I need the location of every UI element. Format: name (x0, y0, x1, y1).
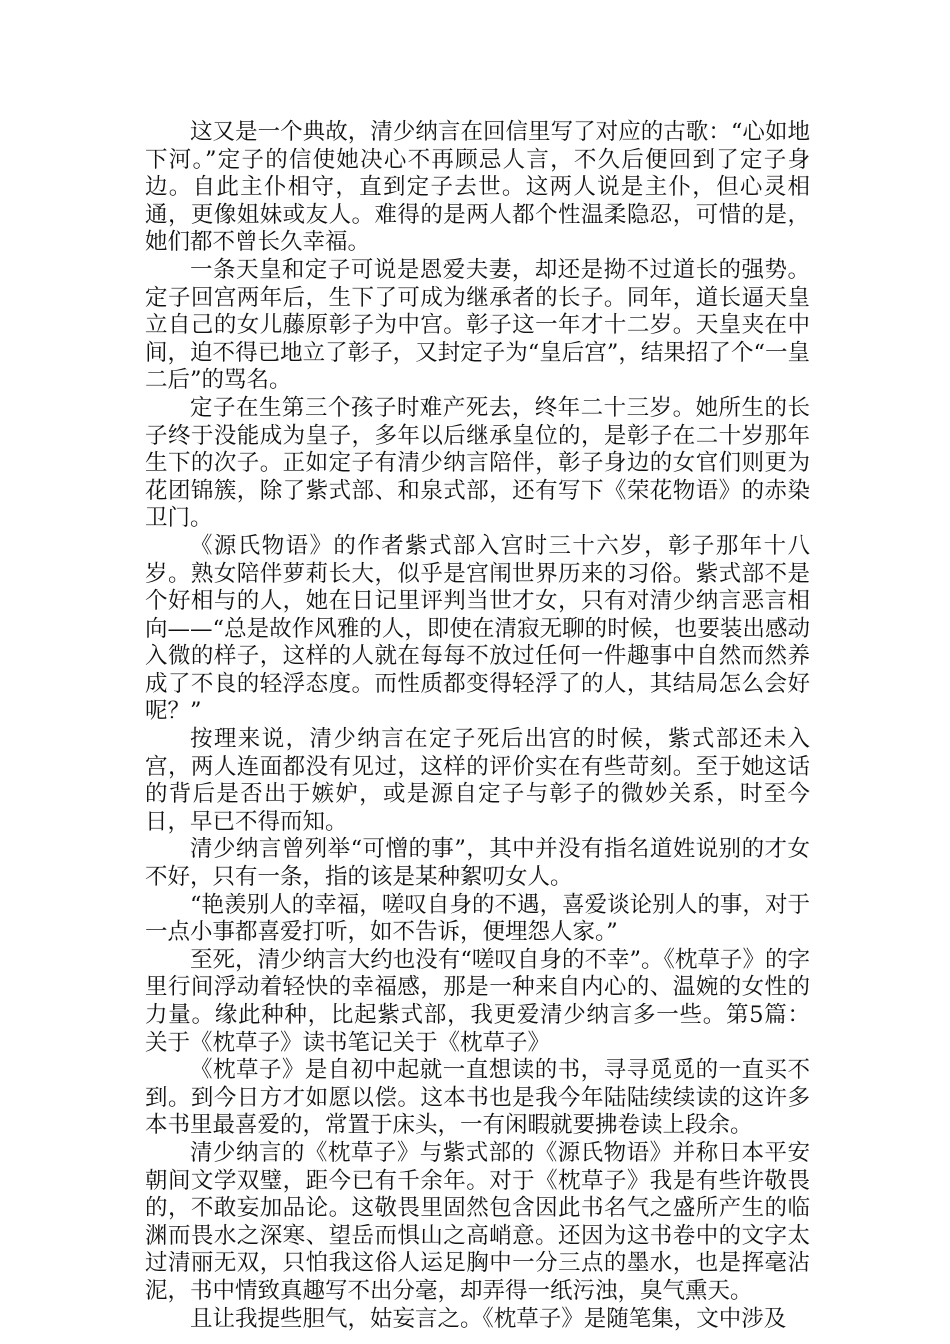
paragraph-4: 《源氏物语》的作者紫式部入宫时三十六岁，彰子那年十八岁。熟女陪伴萝莉长大，似乎是宫闱世界历来的习俗。紫式部不是个好相与的人，她在日记里评判当世才女，只有对清少纳言恶言相向——“总是故作风雅的人，即使在清寂无聊的时候，也要装出感动入微的样子，这样的人就在每每不放过任何一件趣事中自然而然养成了不良的轻浮态度。而性质都变得轻浮了的人，其结局怎么会好呢？” (145, 532, 810, 725)
paragraph-10: 清少纳言的《枕草子》与紫式部的《源氏物语》并称日本平安朝间文学双璧，距今已有千余年。对于《枕草子》我是有些许敬畏的，不敢妄加品论。这敬畏里固然包含因此书名气之盛所产生的临渊而畏水之深寒、望岳而惧山之高峭意。还因为这书卷中的文字太过清丽无双，只怕我这俗人运足胸中一分三点的墨水，也是挥毫沾泥，书中情致真趣写不出分毫，却弄得一纸污浊，臭气熏天。 (145, 1139, 810, 1304)
paragraph-2: 一条天皇和定子可说是恩爱夫妻，却还是拗不过道长的强势。定子回宫两年后，生下了可成为继承者的长子。同年，道长逼天皇立自己的女儿藤原彰子为中宫。彰子这一年才十二岁。天皇夹在中间，迫不得已地立了彰子，又封定子为“皇后宫”，结果招了个“一皇二后”的骂名。 (145, 256, 810, 394)
paragraph-6: 清少纳言曾列举“可憎的事”，其中并没有指名道姓说别的才女不好，只有一条，指的该是某种絮叨女人。 (145, 836, 810, 891)
paragraph-1: 这又是一个典故，清少纳言在回信里写了对应的古歌：“心如地下河。”定子的信使她决心不再顾忌人言，不久后便回到了定子身边。自此主仆相守，直到定子去世。这两人说是主仆，但心灵相通，更像姐妹或友人。难得的是两人都个性温柔隐忍，可惜的是，她们都不曾长久幸福。 (145, 119, 810, 256)
paragraph-8: 至死，清少纳言大约也没有“嗟叹自身的不幸”。《枕草子》的字里行间浮动着轻快的幸福感，那是一种来自内心的、温婉的女性的力量。缘此种种，比起紫式部，我更爱清少纳言多一些。第5篇：关于《枕草子》读书笔记关于《枕草子》 (145, 946, 810, 1056)
article-body (145, 119, 810, 1333)
paragraph-3: 定子在生第三个孩子时难产死去，终年二十三岁。她所生的长子终于没能成为皇子，多年以后继承皇位的，是彰子在二十岁那年生下的次子。正如定子有清少纳言陪伴，彰子身边的女官们则更为花团锦簇，除了紫式部、和泉式部，还有写下《荣花物语》的赤染卫门。 (145, 394, 810, 532)
paragraph-5: 按理来说，清少纳言在定子死后出宫的时候，紫式部还未入宫，两人连面都没有见过，这样的评价实在有些苛刻。至于她这话的背后是否出于嫉妒，或是源自定子与彰子的微妙关系，时至今日，早已不得而知。 (145, 726, 810, 835)
paragraph-9: 《枕草子》是自初中起就一直想读的书，寻寻觅觅的一直买不到。到今日方才如愿以偿。这本书也是我今年陆陆续续读的这许多本书里最喜爱的，常置于床头，一有闲暇就要拂卷读上段余。 (145, 1057, 810, 1139)
paragraph-11: 且让我提些胆气，姑妄言之。《枕草子》是随笔集，文中涉及 (190, 1305, 787, 1332)
paragraph-7: “艳羡别人的幸福，嗟叹自身的不遇，喜爱谈论别人的事，对于一点小事都喜爱打听，如不告诉，便埋怨人家。” (145, 891, 810, 946)
